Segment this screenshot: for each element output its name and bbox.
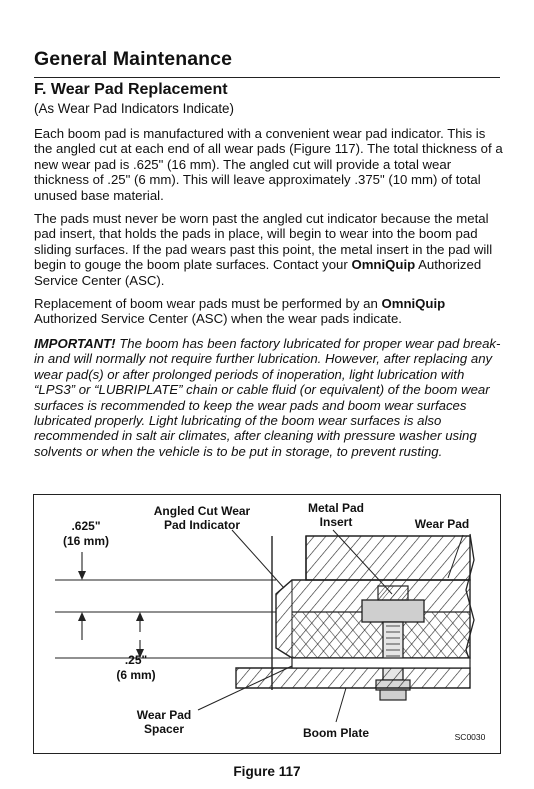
brand-name: OmniQuip xyxy=(351,257,416,273)
section-title: F. Wear Pad Replacement xyxy=(34,81,228,98)
label-dim-16mm: (16 mm) xyxy=(62,534,110,548)
section-subtitle: (As Wear Pad Indicators Indicate) xyxy=(34,101,234,116)
boom-upper-structure xyxy=(306,536,470,580)
label-angled-cut: Angled Cut Wear xyxy=(153,504,251,518)
label-angled-cut-line2: Pad Indicator xyxy=(163,518,241,532)
label-boom-plate: Boom Plate xyxy=(302,726,370,740)
label-metal-pad: Metal Pad xyxy=(307,501,365,515)
label-dim-6mm: (6 mm) xyxy=(116,668,156,682)
label-metal-pad-line2: Insert xyxy=(319,515,353,529)
figure-code: SC0030 xyxy=(454,732,486,742)
paragraph-wear-indicator: Each boom pad is manufactured with a convenient wear pad indicator. This is the angled cut at each end of all wear pads (Figure 117). The total thickness of a new wear pad is .625" (16 mm). The angled cut will provide a total wear thickness of .25" (6 mm). This will leave approximately .375" (10 mm) of total unused base material. xyxy=(34,126,503,203)
label-spacer: Wear Pad xyxy=(136,708,192,722)
dimension-lines xyxy=(55,552,290,658)
paragraph-wear-limit-text: The pads must never be worn past the angled cut indicator because the metal pad insert, that holds the pads in place, will begin to wear into the boom pad sliding surfaces. If the pad wears past this point, the metal insert in the pad will begin to gouge the boom plate surfaces. Contact your xyxy=(34,211,493,273)
paragraph-replacement-end: Authorized Service Center (ASC) when the wear pads indicate. xyxy=(34,311,402,327)
paragraph-replacement-text: Replacement of boom wear pads must be performed by an xyxy=(34,296,382,311)
brand-name: OmniQuip xyxy=(381,296,446,311)
page-header-title: General Maintenance xyxy=(34,48,233,70)
wear-pad-spacer xyxy=(292,658,470,668)
label-spacer-line2: Spacer xyxy=(143,722,185,736)
important-label: IMPORTANT! xyxy=(34,336,116,351)
figure-caption: Figure 117 xyxy=(233,764,301,779)
label-wear-pad: Wear Pad xyxy=(414,517,470,531)
paragraph-important-text: The boom has been factory lubricated for proper wear pad break-in and will normally not require further lubrication. However, after replacing any wear pad(s) or after prolonged periods of inoperation, light lubrication with “LPS3” or “LUBRIPLATE” chain or cable fluid (or equivalent) of the boom wear surfaces is recommended to keep the wear pads and boom wear surfaces lubricated properly. Light lubricating of the boom wear surfaces is also recommended in salt air climates, after cleaning with pressure washer using solvents or when the vehicle is to be put in storage, to prevent rusting. xyxy=(34,336,501,459)
paragraph-wear-limit-end: Authorized Service Center (ASC). xyxy=(34,257,482,288)
boom-plate xyxy=(236,668,470,688)
label-dim-25: .25" xyxy=(124,653,148,667)
label-dim-625: .625" xyxy=(71,519,101,533)
